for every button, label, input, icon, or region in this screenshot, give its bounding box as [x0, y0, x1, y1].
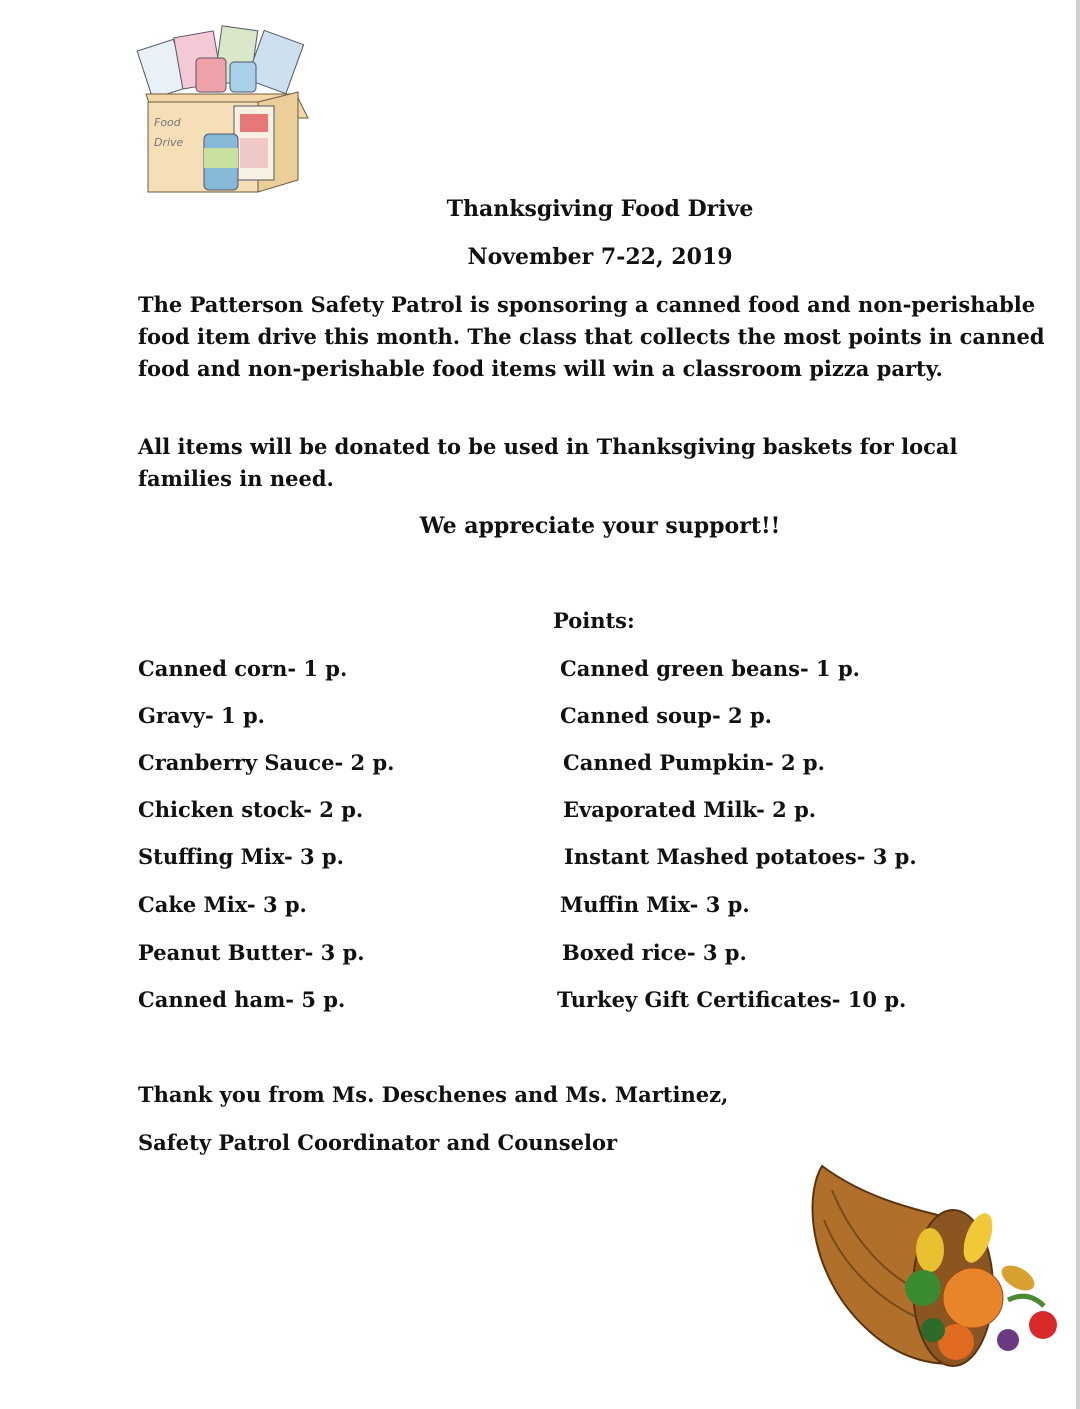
list-item: Cranberry Sauce- 2 p. — [138, 750, 395, 775]
list-item: Cake Mix- 3 p. — [138, 892, 307, 917]
signature-title: Safety Patrol Coordinator and Counselor — [138, 1130, 618, 1155]
box-label-1: Food — [154, 116, 181, 129]
list-item: Canned green beans- 1 p. — [560, 656, 860, 681]
event-dates: November 7-22, 2019 — [467, 244, 733, 270]
food-drive-box-clipart — [136, 22, 311, 197]
list-item: Peanut Butter- 3 p. — [138, 940, 365, 965]
page-title: Thanksgiving Food Drive — [446, 196, 754, 222]
list-item: Muffin Mix- 3 p. — [560, 892, 750, 917]
intro-paragraph: The Patterson Safety Patrol is sponsoring a canned food and non-perishable food item drive this month. The class that collects the most points in canned food and non-perishable food items will win a classroom pizza party. — [138, 292, 1045, 381]
list-item: Canned Pumpkin- 2 p. — [563, 750, 825, 775]
list-item: Canned ham- 5 p. — [138, 987, 346, 1012]
list-item: Canned soup- 2 p. — [560, 703, 772, 728]
list-item: Turkey Gift Certificates- 10 p. — [557, 987, 907, 1012]
list-item: Canned corn- 1 p. — [138, 656, 348, 681]
list-item: Instant Mashed potatoes- 3 p. — [564, 844, 917, 869]
list-item: Evaporated Milk- 2 p. — [563, 797, 817, 822]
list-item: Boxed rice- 3 p. — [562, 940, 747, 965]
appreciation-line: We appreciate your support!! — [419, 513, 781, 539]
box-label-2: Drive — [154, 136, 184, 149]
list-item: Gravy- 1 p. — [138, 703, 265, 728]
cornucopia-clipart — [808, 1160, 1066, 1375]
donation-paragraph: All items will be donated to be used in Thanksgiving baskets for local families in need. — [138, 434, 958, 491]
thank-you-line: Thank you from Ms. Deschenes and Ms. Martinez, — [138, 1082, 729, 1107]
list-item: Stuffing Mix- 3 p. — [138, 844, 344, 869]
list-item: Chicken stock- 2 p. — [138, 797, 364, 822]
points-heading: Points: — [553, 608, 635, 633]
